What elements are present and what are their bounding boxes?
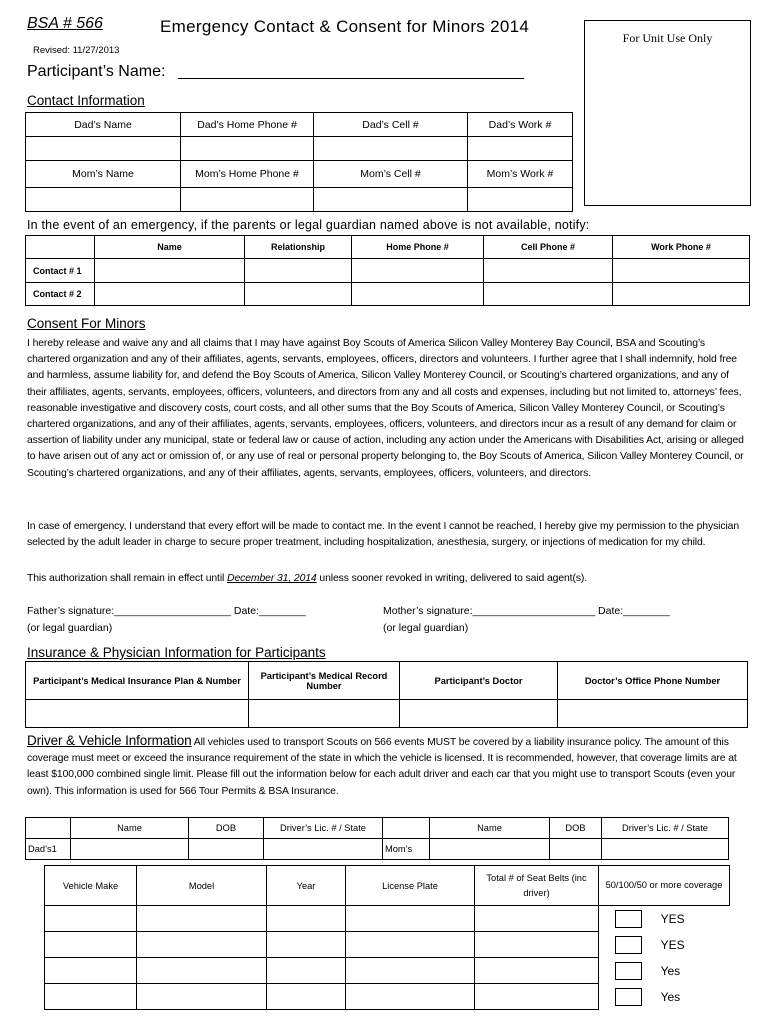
- vehicle-3-coverage-checkbox[interactable]: [615, 962, 642, 980]
- dad-cell-header: Dad’s Cell #: [314, 113, 468, 137]
- mom-home-phone-field[interactable]: [181, 188, 314, 212]
- vehicle-4-coverage-cell: [599, 984, 730, 1010]
- contact-2-relationship-field[interactable]: [245, 283, 352, 306]
- contact-2-label: Contact # 2: [26, 283, 95, 306]
- vehicle-2-seatbelts-field[interactable]: [475, 932, 599, 958]
- contact-2-home-phone-field[interactable]: [352, 283, 484, 306]
- dad-home-phone-header: Dad’s Home Phone #: [181, 113, 314, 137]
- emergency-table: [25, 235, 750, 306]
- insurance-plan-header: Participant’s Medical Insurance Plan & Number: [26, 662, 249, 700]
- form-id: BSA # 566: [27, 15, 103, 32]
- contact-1-label: Contact # 1: [26, 259, 95, 283]
- vehicle-4-plate-field[interactable]: [346, 984, 475, 1010]
- coverage-header: 50/100/50 or more coverage: [599, 866, 730, 906]
- doctor-header: Participant’s Doctor: [400, 662, 558, 700]
- vehicle-1-model-field[interactable]: [137, 906, 267, 932]
- contact-2-name-field[interactable]: [95, 283, 245, 306]
- insurance-table: [25, 661, 748, 728]
- dad-name-header: Dad’s Name: [26, 113, 181, 137]
- emergency-home-phone-header: Home Phone #: [352, 236, 484, 259]
- driver-name-header-left: Name: [71, 818, 189, 839]
- mom-work-field[interactable]: [468, 188, 573, 212]
- contact-table: [25, 112, 573, 212]
- driver-name-header-right: Name: [430, 818, 550, 839]
- revised-date: Revised: 11/27/2013: [33, 45, 120, 56]
- father-guardian-note: (or legal guardian): [27, 622, 113, 634]
- dad-cell-field[interactable]: [314, 137, 468, 161]
- dad-driver-name-field[interactable]: [71, 839, 189, 860]
- authorization-prefix: This authorization shall remain in effect until: [27, 573, 228, 584]
- vehicle-1-coverage-checkbox[interactable]: [615, 910, 642, 928]
- mom-home-phone-header: Mom’s Home Phone #: [181, 161, 314, 188]
- participant-name-field[interactable]: [178, 78, 524, 79]
- father-signature-line[interactable]: Father’s signature:____________________ Date:________: [27, 605, 306, 617]
- dad-work-field[interactable]: [468, 137, 573, 161]
- vehicle-2-year-field[interactable]: [267, 932, 346, 958]
- insurance-heading: Insurance & Physician Information for Participants: [27, 645, 326, 660]
- driver-dob-header-right: DOB: [550, 818, 602, 839]
- vehicle-4-make-field[interactable]: [45, 984, 137, 1010]
- insurance-plan-field[interactable]: [26, 700, 249, 728]
- vehicle-2-coverage-label: YES: [660, 937, 685, 952]
- vehicle-3-make-field[interactable]: [45, 958, 137, 984]
- vehicle-1-make-field[interactable]: [45, 906, 137, 932]
- consent-release-paragraph: I hereby release and waive any and all claims that I may have against Boy Scouts of America Silicon Valley Monterey Bay Council, BSA and Scouting’s chartered organization and any of their affiliates, agents, servants, employees, officers, directors and volunteers. I further agree that I shall indemnify, hold free and harmless, assume liability for, and defend the Boy Scouts of America, Silicon Valley Monterey Council, or Scouting’s chartered organizations, and any of their affiliates, agents, servants, employees, officers, volunteers, and directors from any and all costs and expenses, including but not limited to, attorneys’ fees, reasonable investigative and discovery costs, court costs, and all other sums that the Boy Scouts of America, Silicon Valley Monterey Council, or Scouting’s chartered organizations, and any of their affiliates, agents, servants, employees, officers, volunteers, and directors incur as a result of any demand for claim or assertion of liability under any municipal, state or federal law or cause of action, including any action under the Americans with Disabilities Act, arising or alleged to have arisen out of any act or omission of, or any use of real or personal property belonging to, the Boy Scouts of America, Silicon Valley Monterey Council, or Scouting’s chartered organizations, and any of their affiliates, agents, servants, employees, officers, volunteers, and directors.: [27, 338, 744, 479]
- contact-1-relationship-field[interactable]: [245, 259, 352, 283]
- form-title: Emergency Contact & Consent for Minors 2014: [160, 17, 530, 36]
- emergency-relationship-header: Relationship: [245, 236, 352, 259]
- seat-belts-header: Total # of Seat Belts (inc driver): [475, 866, 599, 906]
- mom-work-header: Mom’s Work #: [468, 161, 573, 188]
- driver-license-header-left: Driver’s Lic. # / State: [264, 818, 383, 839]
- vehicle-3-plate-field[interactable]: [346, 958, 475, 984]
- vehicle-3-seatbelts-field[interactable]: [475, 958, 599, 984]
- authorization-line: [27, 571, 745, 587]
- vehicle-make-header: Vehicle Make: [45, 866, 137, 906]
- vehicle-3-model-field[interactable]: [137, 958, 267, 984]
- vehicle-2-coverage-cell: [599, 932, 730, 958]
- vehicle-2-plate-field[interactable]: [346, 932, 475, 958]
- license-plate-header: License Plate: [346, 866, 475, 906]
- contact-1-home-phone-field[interactable]: [352, 259, 484, 283]
- mom-name-header: Mom’s Name: [26, 161, 181, 188]
- mom-driver-name-field[interactable]: [430, 839, 550, 860]
- vehicle-3-coverage-cell: [599, 958, 730, 984]
- contact-2-work-phone-field[interactable]: [613, 283, 750, 306]
- driver-table: [25, 817, 729, 860]
- vehicle-4-coverage-checkbox[interactable]: [615, 988, 642, 1006]
- vehicle-2-make-field[interactable]: [45, 932, 137, 958]
- dad-driver-label: Dad’s1: [26, 839, 71, 860]
- emergency-intro: In the event of an emergency, if the parents or legal guardian named above is not available, notify:: [27, 218, 590, 232]
- dad-home-phone-field[interactable]: [181, 137, 314, 161]
- contact-2-cell-phone-field[interactable]: [484, 283, 613, 306]
- vehicle-4-seatbelts-field[interactable]: [475, 984, 599, 1010]
- vehicle-2-model-field[interactable]: [137, 932, 267, 958]
- vehicle-year-header: Year: [267, 866, 346, 906]
- contact-1-cell-phone-field[interactable]: [484, 259, 613, 283]
- mom-cell-header: Mom’s Cell #: [314, 161, 468, 188]
- vehicle-model-header: Model: [137, 866, 267, 906]
- driver-info-text: All vehicles used to transport Scouts on 566 events MUST be covered by a liability insurance policy. The amount of this coverage must meet or exceed the insurance requirement of the state in which the vehicle is licensed. It is recommended, however, that coverage limits are at least $100,000 combined single limit. Please fill out the information below for each adult driver and each car that you might use to transport Scouts (even your own). This information is used for 566 Tour Permits & BSA Insurance.: [27, 737, 737, 797]
- doctor-field[interactable]: [400, 700, 558, 728]
- mother-signature-line[interactable]: Mother’s signature:_____________________ Date:________: [383, 605, 670, 617]
- emergency-work-phone-header: Work Phone #: [613, 236, 750, 259]
- unit-use-label: For Unit Use Only: [622, 31, 713, 45]
- medical-record-header: Participant’s Medical Record Number: [249, 662, 400, 700]
- vehicle-2-coverage-checkbox[interactable]: [615, 936, 642, 954]
- contact-1-work-phone-field[interactable]: [613, 259, 750, 283]
- mom-cell-field[interactable]: [314, 188, 468, 212]
- driver-corner-cell-left: [26, 818, 71, 839]
- emergency-cell-phone-header: Cell Phone #: [484, 236, 613, 259]
- authorization-date: December 31, 2014: [227, 573, 317, 584]
- vehicle-1-year-field[interactable]: [267, 906, 346, 932]
- medical-record-field[interactable]: [249, 700, 400, 728]
- vehicle-1-coverage-cell: [599, 906, 730, 932]
- contact-heading: Contact Information: [27, 93, 145, 108]
- driver-heading: Driver & Vehicle Information: [27, 733, 192, 748]
- consent-heading: Consent For Minors: [27, 316, 146, 331]
- dad-work-header: Dad’s Work #: [468, 113, 573, 137]
- emergency-corner-cell: [26, 236, 95, 259]
- vehicle-4-model-field[interactable]: [137, 984, 267, 1010]
- vehicle-3-year-field[interactable]: [267, 958, 346, 984]
- driver-dob-header-left: DOB: [189, 818, 264, 839]
- vehicle-table: [44, 865, 730, 1010]
- consent-treatment-paragraph: In case of emergency, I understand that every effort will be made to contact me. In the event I cannot be reached, I hereby give my permission to the physician selected by the adult leader in charge to secure proper treatment, including hospitalization, anesthesia, surgery, or injections of medication for my child.: [27, 521, 740, 549]
- vehicle-1-coverage-label: YES: [660, 911, 685, 926]
- vehicle-1-plate-field[interactable]: [346, 906, 475, 932]
- driver-info-block: [27, 733, 745, 800]
- vehicle-4-coverage-label: Yes: [660, 989, 681, 1004]
- driver-license-header-right: Driver’s Lic. # / State: [602, 818, 729, 839]
- emergency-name-header: Name: [95, 236, 245, 259]
- unit-use-box: [584, 20, 751, 206]
- doctor-phone-field[interactable]: [558, 700, 748, 728]
- dad-driver-license-field[interactable]: [264, 839, 383, 860]
- vehicle-1-seatbelts-field[interactable]: [475, 906, 599, 932]
- contact-1-name-field[interactable]: [95, 259, 245, 283]
- dad-driver-dob-field[interactable]: [189, 839, 264, 860]
- vehicle-3-coverage-label: Yes: [660, 963, 681, 978]
- driver-corner-cell-right: [383, 818, 430, 839]
- mother-guardian-note: (or legal guardian): [383, 622, 469, 634]
- authorization-suffix: unless sooner revoked in writing, delivered to said agent(s).: [316, 573, 588, 584]
- dad-name-field[interactable]: [26, 137, 181, 161]
- mom-driver-label: Mom’s: [383, 839, 430, 860]
- participant-name-label: Participant’s Name:: [27, 63, 166, 80]
- mom-driver-license-field[interactable]: [602, 839, 729, 860]
- vehicle-4-year-field[interactable]: [267, 984, 346, 1010]
- mom-driver-dob-field[interactable]: [550, 839, 602, 860]
- mom-name-field[interactable]: [26, 188, 181, 212]
- doctor-phone-header: Doctor’s Office Phone Number: [558, 662, 748, 700]
